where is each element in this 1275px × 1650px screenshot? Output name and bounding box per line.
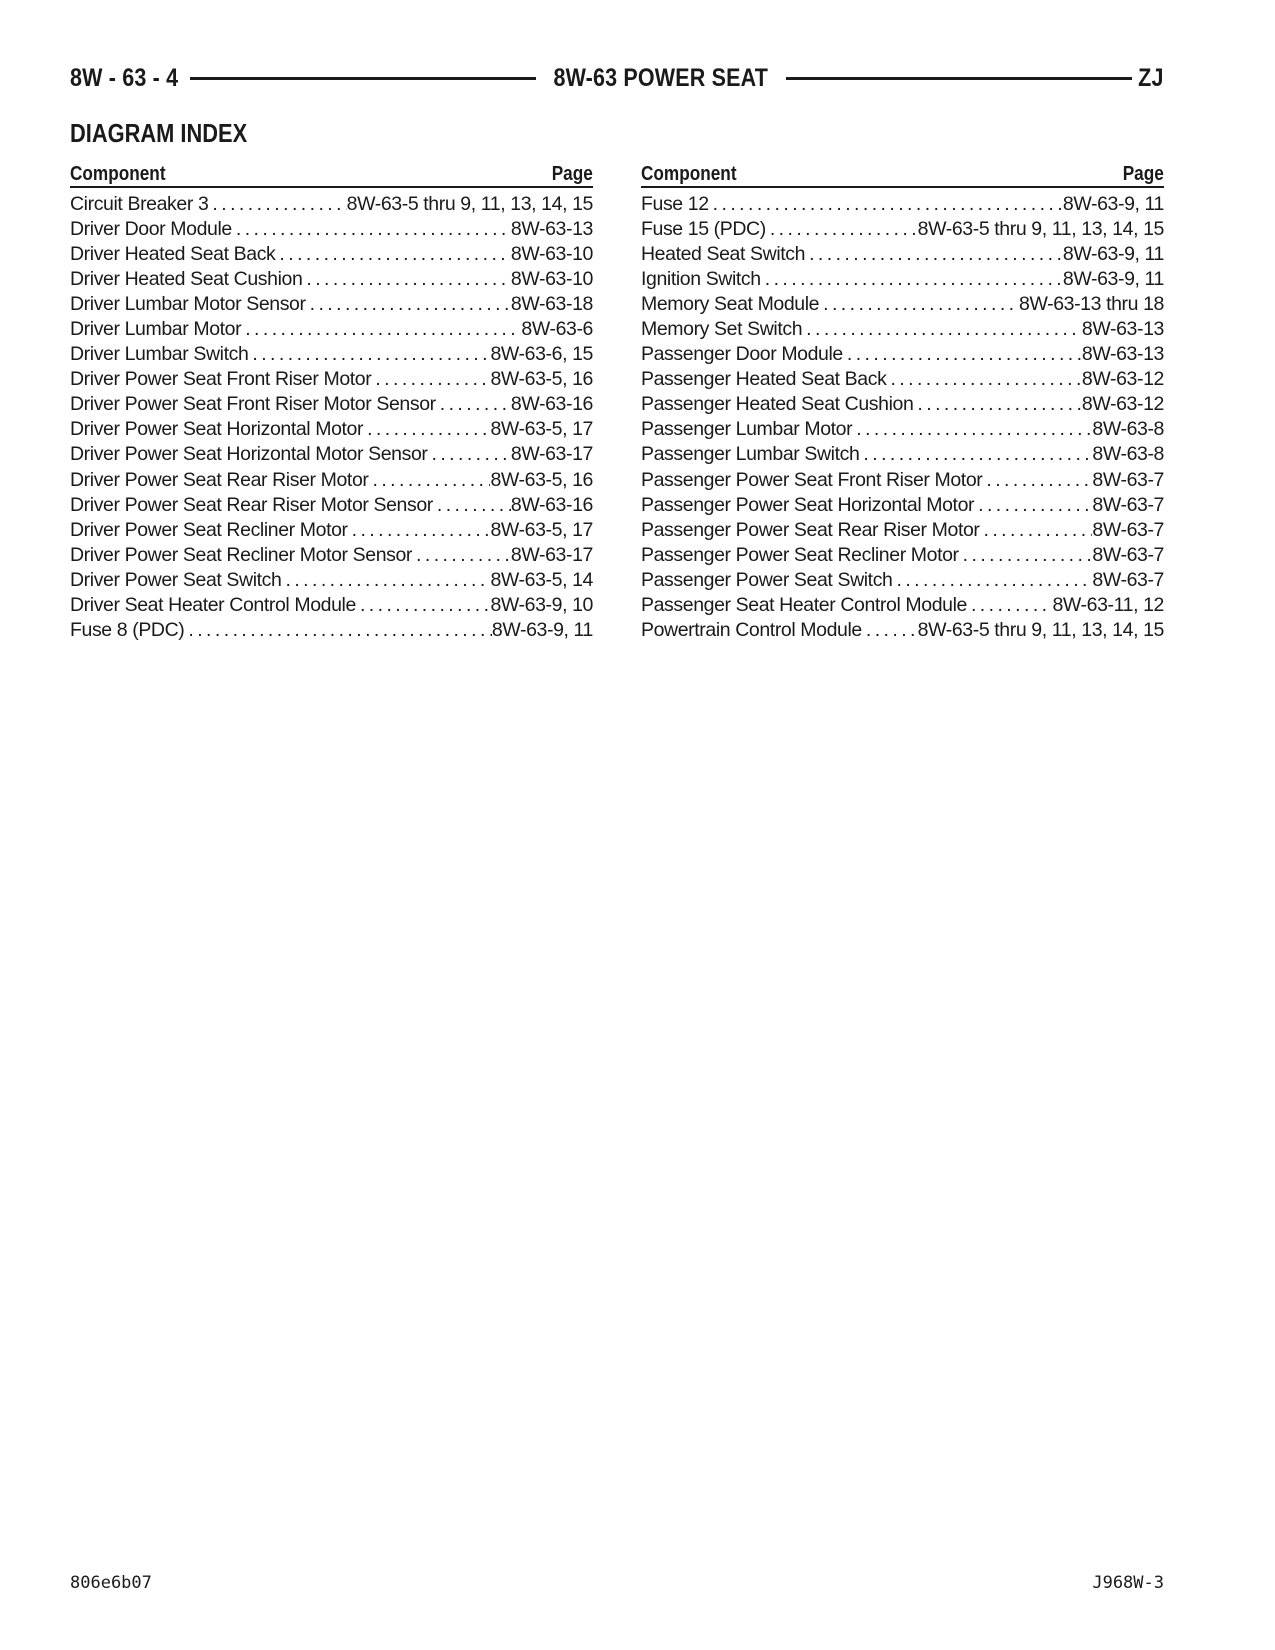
index-entry: [70, 267, 593, 292]
diagram-index-title: DIAGRAM INDEX: [70, 118, 248, 148]
entry-page: 8W-63-5, 17: [490, 418, 593, 441]
index-entry: [641, 493, 1164, 518]
entry-component: Driver Power Seat Front Riser Motor Sensor: [70, 393, 436, 416]
footer-code-left: 806e6b07: [70, 1573, 152, 1593]
index-entry: [70, 518, 593, 543]
entry-page: 8W-63-7: [1092, 493, 1164, 516]
dot-leader: [980, 518, 1093, 543]
entry-component: Passenger Heated Seat Cushion: [641, 393, 914, 416]
entry-page: 8W-63-8: [1092, 443, 1164, 466]
entry-page: 8W-63-16: [510, 493, 593, 516]
entry-component: Ignition Switch: [641, 268, 761, 291]
header-rule-left: [190, 77, 537, 80]
entry-component: Driver Heated Seat Cushion: [70, 268, 303, 291]
dot-leader: [436, 392, 511, 417]
dot-leader: [356, 593, 491, 618]
entry-component: Driver Heated Seat Back: [70, 243, 276, 266]
entry-component: Memory Set Switch: [641, 318, 803, 341]
entry-component: Driver Power Seat Switch: [70, 568, 282, 591]
index-entry: [641, 267, 1164, 292]
column-header-page: Page: [551, 163, 593, 185]
index-entry: [641, 442, 1164, 467]
dot-leader: [275, 242, 511, 267]
entry-component: Driver Power Seat Rear Riser Motor Sensor: [70, 493, 433, 516]
dot-leader: [843, 342, 1082, 367]
entry-component: Fuse 12: [641, 193, 709, 215]
index-entry: [70, 192, 593, 217]
entry-component: Passenger Heated Seat Back: [641, 368, 887, 391]
entry-page: 8W-63-10: [510, 243, 593, 266]
entry-component: Memory Seat Module: [641, 293, 820, 316]
index-entry: [641, 292, 1164, 317]
entry-component: Passenger Door Module: [641, 343, 843, 366]
dot-leader: [761, 267, 1063, 292]
column-header: [641, 158, 1164, 188]
index-list-right: [641, 192, 1164, 643]
dot-leader: [913, 392, 1082, 417]
index-entry: [70, 242, 593, 267]
section-title: 8W-63 POWER SEAT: [553, 63, 769, 92]
dot-leader: [433, 493, 511, 518]
entry-page: 8W-63-7: [1092, 468, 1164, 491]
entry-component: Driver Power Seat Front Riser Motor: [70, 368, 372, 391]
entry-component: Fuse 15 (PDC): [641, 218, 766, 241]
entry-page: 8W-63-13 thru 18: [1019, 293, 1164, 316]
entry-component: Driver Lumbar Motor Sensor: [70, 293, 306, 316]
index-entry: [641, 468, 1164, 493]
entry-component: Passenger Power Seat Front Riser Motor: [641, 468, 983, 491]
dot-leader: [982, 468, 1092, 493]
dot-leader: [709, 192, 1063, 217]
entry-page: 8W-63-17: [510, 443, 593, 466]
entry-component: Powertrain Control Module: [641, 618, 862, 641]
entry-page: 8W-63-12: [1081, 393, 1164, 416]
dot-leader: [306, 292, 511, 317]
index-entry: [641, 618, 1164, 643]
dot-leader: [859, 442, 1092, 467]
index-entry: [641, 192, 1164, 217]
header-rule-right: [786, 77, 1133, 80]
index-entry: [70, 493, 593, 518]
entry-page: 8W-63-8: [1092, 418, 1164, 441]
dot-leader: [852, 417, 1092, 442]
entry-component: Driver Power Seat Recliner Motor Sensor: [70, 543, 413, 566]
entry-page: 8W-63-6, 15: [490, 343, 593, 366]
dot-leader: [241, 317, 521, 342]
column-header-page: Page: [1122, 163, 1164, 185]
entry-page: 8W-63-7: [1092, 518, 1164, 541]
dot-leader: [363, 417, 490, 442]
index-entry: [641, 242, 1164, 267]
entry-page: 8W-63-10: [510, 268, 593, 291]
dot-leader: [766, 217, 918, 242]
column-header: [70, 158, 593, 188]
dot-leader: [302, 267, 511, 292]
index-entry: [70, 543, 593, 568]
entry-page: 8W-63-18: [510, 293, 593, 316]
index-entry: [641, 217, 1164, 242]
entry-component: Driver Lumbar Switch: [70, 343, 249, 366]
dot-leader: [369, 468, 491, 493]
index-entry: [70, 217, 593, 242]
index-entry: [70, 342, 593, 367]
dot-leader: [412, 543, 511, 568]
entry-page: 8W-63-11, 12: [1052, 593, 1164, 616]
entry-page: 8W-63-9, 10: [490, 593, 593, 616]
dot-leader: [967, 593, 1052, 618]
dot-leader: [862, 618, 918, 643]
index-entry: [641, 593, 1164, 618]
dot-leader: [959, 543, 1093, 568]
index-entry: [70, 442, 593, 467]
entry-component: Driver Seat Heater Control Module: [70, 593, 356, 616]
index-entry: [70, 367, 593, 392]
dot-leader: [281, 568, 490, 593]
entry-page: 8W-63-9, 11: [1062, 243, 1164, 266]
entry-page: 8W-63-9, 11: [491, 618, 593, 641]
dot-leader: [893, 568, 1093, 593]
entry-component: Passenger Lumbar Switch: [641, 443, 860, 466]
index-entry: [641, 367, 1164, 392]
entry-page: 8W-63-13: [1081, 343, 1164, 366]
dot-leader: [348, 518, 491, 543]
index-entry: [641, 543, 1164, 568]
entry-page: 8W-63-5, 16: [490, 368, 593, 391]
dot-leader: [802, 317, 1082, 342]
entry-component: Driver Power Seat Horizontal Motor: [70, 418, 364, 441]
entry-component: Passenger Power Seat Horizontal Motor: [641, 493, 975, 516]
index-entry: [70, 618, 593, 643]
entry-page: 8W-63-13: [1081, 318, 1164, 341]
index-entry: [641, 518, 1164, 543]
index-column-left: [70, 158, 593, 643]
dot-leader: [805, 242, 1063, 267]
entry-page: 8W-63-9, 11: [1062, 193, 1164, 215]
column-header-component: Component: [70, 163, 166, 185]
index-list-left: [70, 192, 593, 643]
entry-page: 8W-63-5 thru 9, 11, 13, 14, 15: [346, 193, 593, 215]
entry-component: Driver Power Seat Recliner Motor: [70, 518, 348, 541]
dot-leader: [184, 618, 492, 643]
entry-page: 8W-63-7: [1092, 543, 1164, 566]
index-entry: [70, 593, 593, 618]
entry-component: Passenger Power Seat Switch: [641, 568, 893, 591]
entry-page: 8W-63-7: [1092, 568, 1164, 591]
entry-page: 8W-63-12: [1081, 368, 1164, 391]
dot-leader: [819, 292, 1019, 317]
entry-component: Passenger Power Seat Recliner Motor: [641, 543, 959, 566]
entry-page: 8W-63-5 thru 9, 11, 13, 14, 15: [917, 218, 1164, 241]
page-header: [70, 60, 1164, 96]
dot-leader: [208, 192, 346, 217]
entry-page: 8W-63-13: [510, 218, 593, 241]
footer-code-right: J968W-3: [1092, 1573, 1164, 1593]
entry-page: 8W-63-17: [510, 543, 593, 566]
index-entry: [70, 292, 593, 317]
index-entry: [70, 568, 593, 593]
index-entry: [70, 392, 593, 417]
index-entry: [641, 392, 1164, 417]
entry-component: Passenger Seat Heater Control Module: [641, 593, 967, 616]
entry-page: 8W-63-5, 14: [490, 568, 593, 591]
entry-page: 8W-63-5, 16: [490, 468, 593, 491]
dot-leader: [886, 367, 1081, 392]
index-column-right: [641, 158, 1164, 643]
index-entry: [70, 317, 593, 342]
dot-leader: [232, 217, 511, 242]
column-header-component: Component: [641, 163, 737, 185]
entry-component: Driver Door Module: [70, 218, 232, 241]
entry-component: Heated Seat Switch: [641, 243, 806, 266]
index-entry: [641, 568, 1164, 593]
entry-component: Driver Lumbar Motor: [70, 318, 242, 341]
entry-component: Passenger Power Seat Rear Riser Motor: [641, 518, 980, 541]
dot-leader: [428, 442, 511, 467]
entry-component: Passenger Lumbar Motor: [641, 418, 853, 441]
dot-leader: [248, 342, 490, 367]
dot-leader: [371, 367, 490, 392]
page-number: 8W - 63 - 4: [70, 63, 179, 92]
entry-component: Circuit Breaker 3: [70, 193, 209, 215]
entry-component: Driver Power Seat Horizontal Motor Sensor: [70, 443, 428, 466]
entry-component: Driver Power Seat Rear Riser Motor: [70, 468, 369, 491]
entry-page: 8W-63-6: [521, 318, 593, 341]
index-entry: [70, 417, 593, 442]
entry-page: 8W-63-9, 11: [1062, 268, 1164, 291]
entry-page: 8W-63-16: [510, 393, 593, 416]
index-entry: [641, 317, 1164, 342]
index-entry: [641, 417, 1164, 442]
entry-page: 8W-63-5, 17: [490, 518, 593, 541]
index-entry: [70, 468, 593, 493]
entry-component: Fuse 8 (PDC): [70, 618, 185, 641]
dot-leader: [974, 493, 1092, 518]
index-entry: [641, 342, 1164, 367]
entry-page: 8W-63-5 thru 9, 11, 13, 14, 15: [917, 618, 1164, 641]
model-code: ZJ: [1138, 63, 1164, 92]
